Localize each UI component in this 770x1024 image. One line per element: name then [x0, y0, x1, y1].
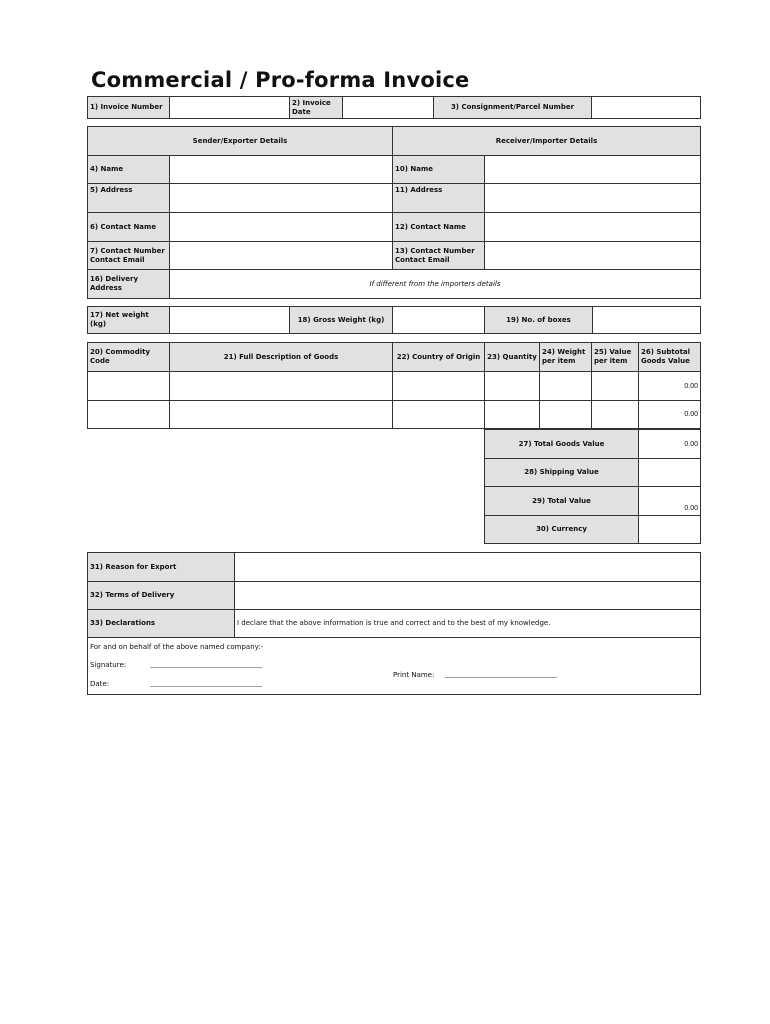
net-weight-label: 17) Net weight (kg) — [88, 307, 170, 334]
country-cell[interactable] — [393, 401, 485, 429]
description-cell[interactable] — [170, 372, 393, 401]
delivery-address-field[interactable]: If different from the importers details — [170, 270, 701, 299]
delivery-address-label: 16) Delivery Address — [88, 270, 170, 299]
parties-table — [87, 126, 701, 299]
weights-table — [87, 306, 701, 334]
table-row — [88, 372, 701, 401]
date-line[interactable]: ________________________________ — [150, 679, 262, 687]
invoice-number-field[interactable] — [170, 97, 290, 119]
signature-label: Signature: — [90, 661, 127, 669]
description-cell[interactable] — [170, 401, 393, 429]
sender-address-field[interactable] — [170, 184, 393, 213]
sender-contact-name-label: 6) Contact Name — [88, 213, 170, 242]
receiver-contact-name-field[interactable] — [485, 213, 701, 242]
gross-weight-field[interactable] — [393, 307, 485, 334]
currency-field[interactable] — [639, 516, 701, 544]
sender-contact-number-field[interactable] — [170, 242, 393, 270]
currency-label: 30) Currency — [485, 516, 639, 544]
subtotal-cell: 0.00 — [639, 401, 701, 429]
sender-header: Sender/Exporter Details — [88, 127, 393, 156]
goods-table — [87, 342, 701, 429]
total-value: 0.00 — [639, 487, 701, 516]
gross-weight-label: 18) Gross Weight (kg) — [290, 307, 393, 334]
reason-export-field[interactable] — [235, 553, 701, 582]
behalf-text: For and on behalf of the above named company:- — [90, 643, 264, 651]
quantity-cell[interactable] — [485, 372, 540, 401]
receiver-name-label: 10) Name — [393, 156, 485, 184]
subtotal-header: 26) Subtotal Goods Value — [639, 343, 701, 372]
country-cell[interactable] — [393, 372, 485, 401]
receiver-header: Receiver/Importer Details — [393, 127, 701, 156]
totals-table — [484, 429, 701, 544]
weight-per-item-header: 24) Weight per item — [540, 343, 592, 372]
invoice-header-table — [87, 96, 701, 119]
terms-delivery-label: 32) Terms of Delivery — [88, 582, 235, 610]
value-per-item-header: 25) Value per item — [592, 343, 639, 372]
shipping-label: 28) Shipping Value — [485, 459, 639, 487]
shipping-field[interactable] — [639, 459, 701, 487]
receiver-address-field[interactable] — [485, 184, 701, 213]
value-cell[interactable] — [592, 401, 639, 429]
receiver-contact-number-label: 13) Contact Number Contact Email — [393, 242, 485, 270]
weight-cell[interactable] — [540, 372, 592, 401]
receiver-address-label: 11) Address — [393, 184, 485, 213]
receiver-name-field[interactable] — [485, 156, 701, 184]
total-goods-label: 27) Total Goods Value — [485, 430, 639, 459]
commodity-code-cell[interactable] — [88, 372, 170, 401]
quantity-header: 23) Quantity — [485, 343, 540, 372]
receiver-contact-name-label: 12) Contact Name — [393, 213, 485, 242]
consignment-label: 3) Consignment/Parcel Number — [434, 97, 592, 119]
subtotal-cell: 0.00 — [639, 372, 701, 401]
invoice-number-label: 1) Invoice Number — [88, 97, 170, 119]
table-row — [88, 401, 701, 429]
print-name-label: Print Name: — [393, 671, 435, 679]
reason-export-label: 31) Reason for Export — [88, 553, 235, 582]
boxes-field[interactable] — [593, 307, 701, 334]
declaration-text: I declare that the above information is true and correct and to the best of my knowledge. — [235, 610, 701, 638]
total-goods-value: 0.00 — [639, 430, 701, 459]
sender-address-label: 5) Address — [88, 184, 170, 213]
date-label: Date: — [90, 680, 110, 688]
terms-delivery-field[interactable] — [235, 582, 701, 610]
net-weight-field[interactable] — [170, 307, 290, 334]
invoice-date-label: 2) Invoice Date — [290, 97, 343, 119]
commodity-code-header: 20) Commodity Code — [88, 343, 170, 372]
commodity-code-cell[interactable] — [88, 401, 170, 429]
declarations-label: 33) Declarations — [88, 610, 235, 638]
value-cell[interactable] — [592, 372, 639, 401]
receiver-contact-number-field[interactable] — [485, 242, 701, 270]
sender-name-label: 4) Name — [88, 156, 170, 184]
page-title: Commercial / Pro-forma Invoice — [91, 68, 470, 92]
sender-contact-number-label: 7) Contact Number Contact Email — [88, 242, 170, 270]
boxes-label: 19) No. of boxes — [485, 307, 593, 334]
print-name-line[interactable]: ________________________________ — [445, 670, 557, 678]
export-table — [87, 552, 701, 695]
invoice-date-field[interactable] — [343, 97, 434, 119]
weight-cell[interactable] — [540, 401, 592, 429]
total-value-label: 29) Total Value — [485, 487, 639, 516]
quantity-cell[interactable] — [485, 401, 540, 429]
description-header: 21) Full Description of Goods — [170, 343, 393, 372]
sender-name-field[interactable] — [170, 156, 393, 184]
signature-line[interactable]: ________________________________ — [150, 660, 262, 668]
consignment-field[interactable] — [592, 97, 701, 119]
sender-contact-name-field[interactable] — [170, 213, 393, 242]
signature-block — [88, 638, 701, 695]
country-header: 22) Country of Origin — [393, 343, 485, 372]
